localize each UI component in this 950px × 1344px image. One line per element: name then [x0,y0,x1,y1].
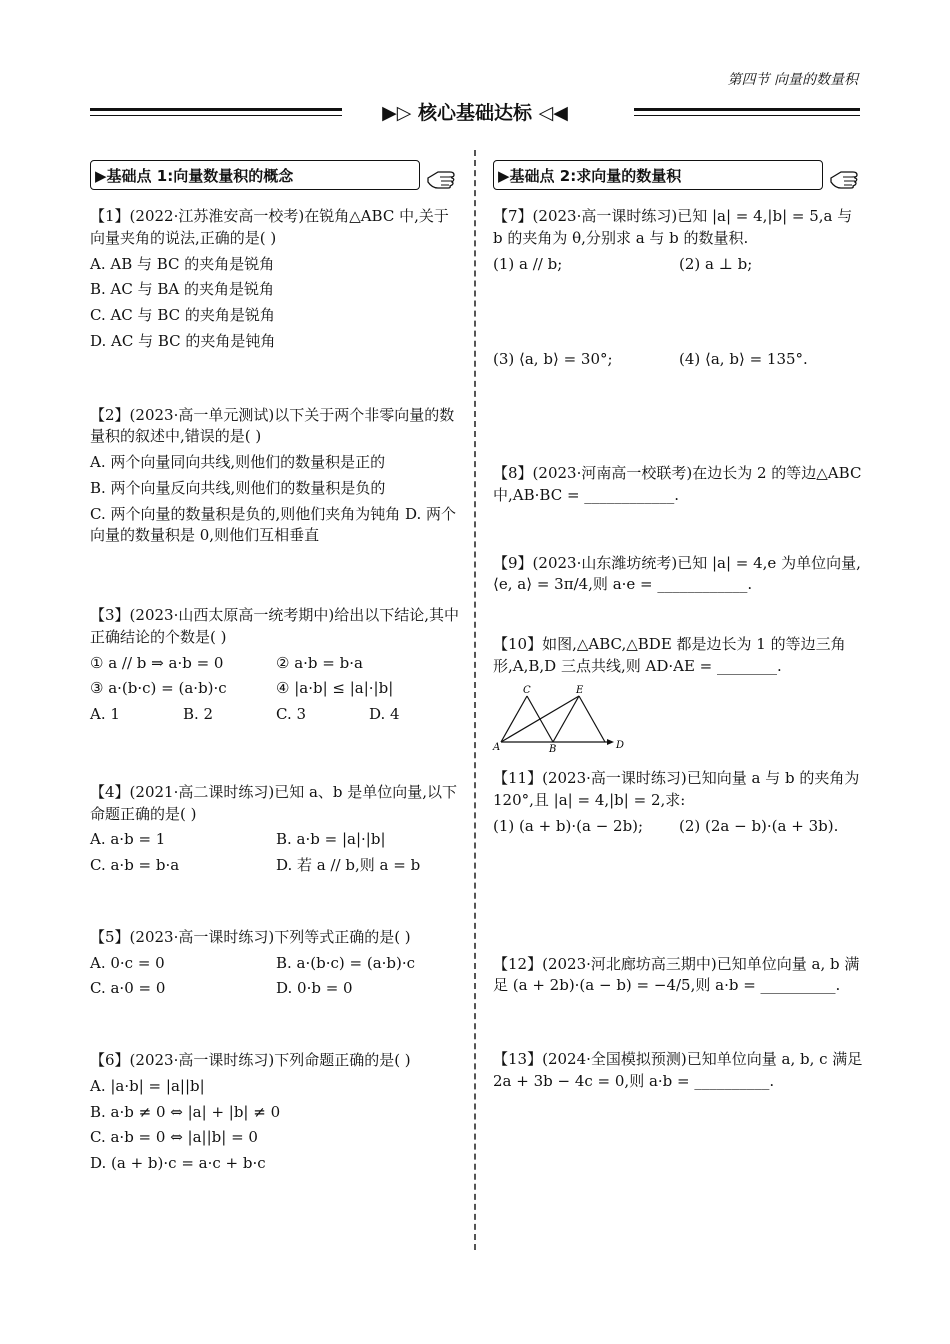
statement-2: ② a·b = b·a [276,653,363,672]
label-e: E [576,684,584,696]
question-stem: 【4】(2021·高二课时练习)已知 a、b 是单位向量,以下命题正确的是( ) [90,782,458,823]
section-title: ▶基础点 1:向量数量积的概念 [90,160,420,190]
question-5 [90,927,462,1000]
question-stem: 【9】(2023·山东潍坊统考)已知 |a| = 4,e 为单位向量,⟨e, a⟩ = 3π/4,则 a·e = ____________. [493,553,861,594]
part-2: (2) (2a − b)·(a + 3b). [679,816,839,835]
option-c: C. AC 与 BC 的夹角是锐角 [90,306,275,324]
option-a: A. 1 [90,705,120,723]
question-7 [493,206,865,371]
question-12 [493,954,865,998]
option-a: A. 两个向量同向共线,则他们的数量积是正的 [90,453,386,471]
option-b: B. a·(b·c) = (a·b)·c [276,953,416,972]
question-1 [90,206,462,353]
question-6 [90,1050,462,1175]
option-d: D. 0·b = 0 [276,979,353,998]
question-stem: 【1】(2022·江苏淮安高一校考)在锐角△ABC 中,关于向量夹角的说法,正确的是( ) [90,207,449,247]
option-b: B. a·b = |a|·|b| [276,830,386,849]
section-banner [90,98,860,134]
banner-title: ▶▷ 核心基础达标 ◁◀ [382,102,568,124]
question-3 [90,605,462,726]
statement-1: ① a // b ⇒ a·b = 0 [90,653,224,672]
question-stem: 【8】(2023·河南高一校联考)在边长为 2 的等边△ABC 中,AB·BC = ____________. [493,464,862,504]
label-b: B [549,743,557,755]
pointing-hand-icon [426,164,456,190]
statement-4: ④ |a·b| ≤ |a|·|b| [276,679,394,698]
question-10 [493,634,865,760]
banner-rule-right [634,108,860,111]
question-stem: 【11】(2023·高一课时练习)已知向量 a 与 b 的夹角为 120°,且 |a| = 4,|b| = 2,求: [493,769,860,809]
column-divider [474,150,476,1250]
option-b: B. a·b ≠ 0 ⇔ |a| + |b| ≠ 0 [90,1102,281,1121]
part-1: (1) a // b; [493,254,563,273]
question-stem: 【6】(2023·高一课时练习)下列命题正确的是( ) [90,1051,411,1069]
option-b: B. AC 与 BA 的夹角是锐角 [90,280,275,299]
section-title: ▶基础点 2:求向量的数量积 [493,160,823,190]
right-column [493,160,865,1097]
triangle-figure [493,684,623,754]
part-4: (4) ⟨a, b⟩ = 135°. [679,350,808,369]
question-13 [493,1049,865,1093]
label-d: D [616,739,625,751]
question-stem: 【7】(2023·高一课时练习)已知 |a| = 4,|b| = 5,a 与 b 的夹角为 θ,分别求 a 与 b 的数量积. [493,207,853,247]
part-3: (3) ⟨a, b⟩ = 30°; [493,350,613,369]
question-8 [493,463,865,507]
question-stem: 【2】(2023·高一单元测试)以下关于两个非零向量的数量积的叙述中,错误的是( ) [90,405,455,446]
question-stem: 【3】(2023·山西太原高一统考期中)给出以下结论,其中正确结论的个数是( ) [90,606,459,646]
question-stem: 【12】(2023·河北廊坊高三期中)已知单位向量 a, b 满足 (a + 2b)·(a − b) = −4/5,则 a·b = __________. [493,954,860,995]
option-a: A. |a·b| = |a||b| [90,1076,205,1095]
part-1: (1) (a + b)·(a − 2b); [493,816,644,835]
option-c: C. 3 [276,705,307,723]
option-d: D. 4 [369,705,400,723]
question-stem: 【10】如图,△ABC,△BDE 都是边长为 1 的等边三角形,A,B,D 三点共线,则 AD·AE = ________. [493,635,846,675]
option-c-d: C. 两个向量的数量积是负的,则他们夹角为钝角 D. 两个向量的数量积是 0,则他们互相垂直 [90,504,457,545]
page-header-section: 第四节 向量的数量积 [727,72,858,88]
question-11 [493,768,865,837]
section-header-2 [493,160,865,192]
option-a: A. 0·c = 0 [90,953,165,972]
option-c: C. a·0 = 0 [90,979,166,998]
section-header-1 [90,160,462,192]
pointing-hand-icon [829,164,859,190]
option-b: B. 2 [183,705,214,723]
banner-rule-left [90,108,342,111]
label-a: A [493,741,501,753]
question-4 [90,782,462,877]
label-c: C [523,684,531,696]
option-d: D. AC 与 BC 的夹角是钝角 [90,331,276,350]
option-b: B. 两个向量反向共线,则他们的数量积是负的 [90,478,386,497]
option-d: D. 若 a // b,则 a = b [276,856,421,874]
statement-3: ③ a·(b·c) = (a·b)·c [90,679,227,698]
option-c: C. a·b = b·a [90,856,180,874]
question-stem: 【5】(2023·高一课时练习)下列等式正确的是( ) [90,927,411,946]
option-a: A. AB 与 BC 的夹角是锐角 [90,254,275,273]
left-column [90,160,462,1179]
option-d: D. (a + b)·c = a·c + b·c [90,1154,266,1172]
question-2 [90,405,462,548]
question-stem: 【13】(2024·全国模拟预测)已知单位向量 a, b, c 满足 2a + 3b − 4c = 0,则 a·b = __________. [493,1050,863,1090]
part-2: (2) a ⊥ b; [679,254,753,273]
option-a: A. a·b = 1 [90,830,166,849]
option-c: C. a·b = 0 ⇔ |a||b| = 0 [90,1128,258,1147]
question-9 [493,553,865,597]
